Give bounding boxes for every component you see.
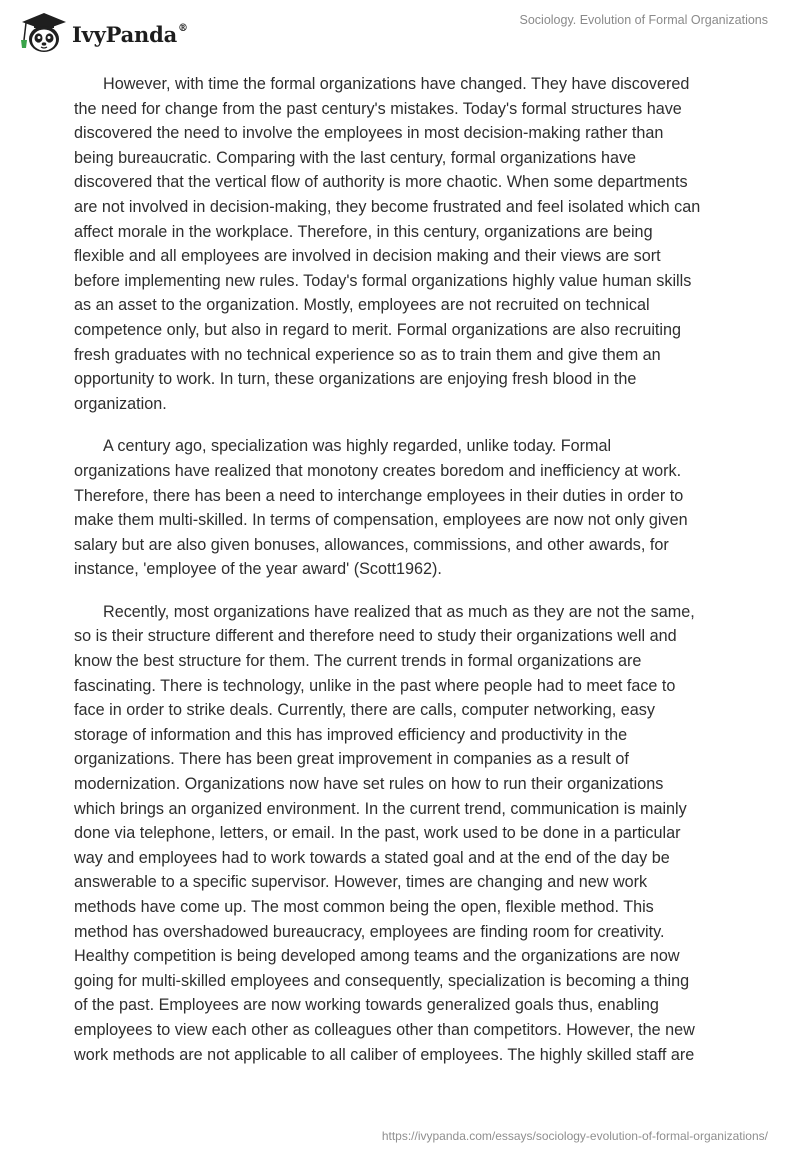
page-header [0, 0, 800, 64]
logo-text: IvyPanda® [72, 21, 188, 47]
ivypanda-logo[interactable] [14, 8, 188, 56]
panda-logo-icon [14, 8, 66, 56]
paragraph: A century ago, specialization was highly regarded, unlike today. Formal organizations have realized that monotony creates boredom and inefficiency at work. Therefore, there has been a need to interchange employees in their duties in order to make them multi-skilled. In terms of compensation, employees are now not only given salary but are also given bonuses, allowances, commissions, and other awards, for instance, 'employee of the year award' (Scott1962). [74, 437, 688, 579]
paragraph: However, with time the formal organizations have changed. They have discovered the need for change from the past century's mistakes. Today's formal structures have discovered the need to involve the employees in most decision-making rather than being bureaucratic. Comparing with the last century, formal organizations have discovered that the vertical flow of authority is more chaotic. When some departments are not involved in decision-making, they become frustrated and feel isolated which can affect morale in the workplace. Therefore, in this century, organizations are being flexible and all employees are involved in decision making and their views are sort before implementing new rules. Today's formal organizations highly value human skills as an asset to the organization. Mostly, employees are not recruited on technical competence only, but also in regard to merit. Formal organizations are also recruiting fresh graduates with no technical experience so as to train them and give them an opportunity to work. In turn, these organizations are enjoying fresh blood in the organization. [74, 75, 701, 413]
document-title: Sociology. Evolution of Formal Organizations [519, 13, 768, 27]
paragraph: Recently, most organizations have realized that as much as they are not the same, so is their structure different and therefore need to study their organizations well and know the best structure for them. The current trends in formal organizations are fascinating. There is technology, unlike in the past where people had to meet face to face in order to strike deals. Currently, there are calls, computer networking, easy storage of information and this has improved efficiency and productivity in the organizations. There has been great improvement in companies as a result of modernization. Organizations now have set rules on how to run their organizations which brings an organized environment. In the current trend, communication is mainly done via telephone, letters, or email. In the past, work used to be done in a particular way and employees had to work towards a stated goal and at the end of the day be answerable to a specific supervisor. However, times are changing and new work methods have come up. The most common being the open, flexible method. This method has overshadowed bureaucracy, employees are finding room for creativity. Healthy competition is being developed among teams and the organizations are now going for multi-skilled employees and consequently, specialization is becoming a thing of the past. Employees are now working towards generalized goals thus, enabling employees to view each other as colleagues other than competitors. However, the new work methods are not applicable to all caliber of employees. The highly skilled staff are [74, 602, 695, 1064]
source-url[interactable]: https://ivypanda.com/essays/sociology-evolution-of-formal-organizations/ [381, 1129, 768, 1143]
essay-body [74, 72, 726, 1085]
